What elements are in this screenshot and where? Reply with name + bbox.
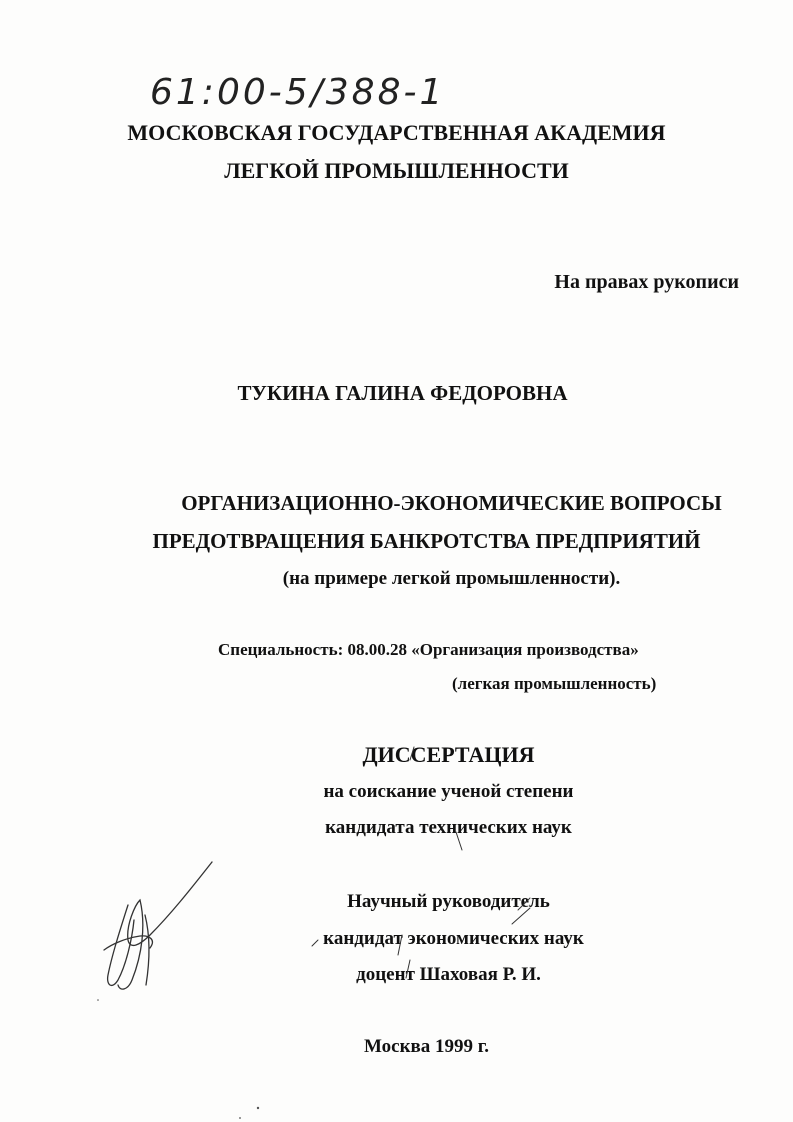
institution-line-1: МОСКОВСКАЯ ГОСУДАРСТВЕННАЯ АКАДЕМИЯ [127, 120, 666, 145]
author-name: ТУКИНА ГАЛИНА ФЕДОРОВНА [237, 381, 568, 405]
supervisor-label: Научный руководитель [347, 891, 550, 912]
degree-line-1: на соискание ученой степени [323, 781, 574, 802]
dissertation-heading: ДИССЕРТАЦИЯ [362, 742, 535, 767]
degree-line-2: кандидата технических наук [325, 817, 572, 838]
supervisor-name: доцент Шаховая Р. И. [356, 964, 541, 985]
title-line-1: ОРГАНИЗАЦИОННО-ЭКОНОМИЧЕСКИЕ ВОПРОСЫ [181, 491, 722, 515]
city-year: Москва 1999 г. [363, 1036, 490, 1057]
institution-line-2: ЛЕГКОЙ ПРОМЫШЛЕННОСТИ [224, 158, 569, 183]
archive-code-handwritten: 61:00-5/388-1 [150, 72, 446, 113]
specialty-line-2: (легкая промышленность) [452, 674, 657, 693]
specialty-line-1: Специальность: 08.00.28 «Организация производства» [218, 640, 639, 659]
manuscript-note: На правах рукописи [554, 271, 739, 293]
title-subtitle: (на примере легкой промышленности). [282, 568, 621, 589]
scan-specks [97, 999, 259, 1119]
title-line-2: ПРЕДОТВРАЩЕНИЯ БАНКРОТСТВА ПРЕДПРИЯТИЙ [152, 529, 701, 553]
supervisor-degree: кандидат экономических наук [323, 928, 584, 949]
